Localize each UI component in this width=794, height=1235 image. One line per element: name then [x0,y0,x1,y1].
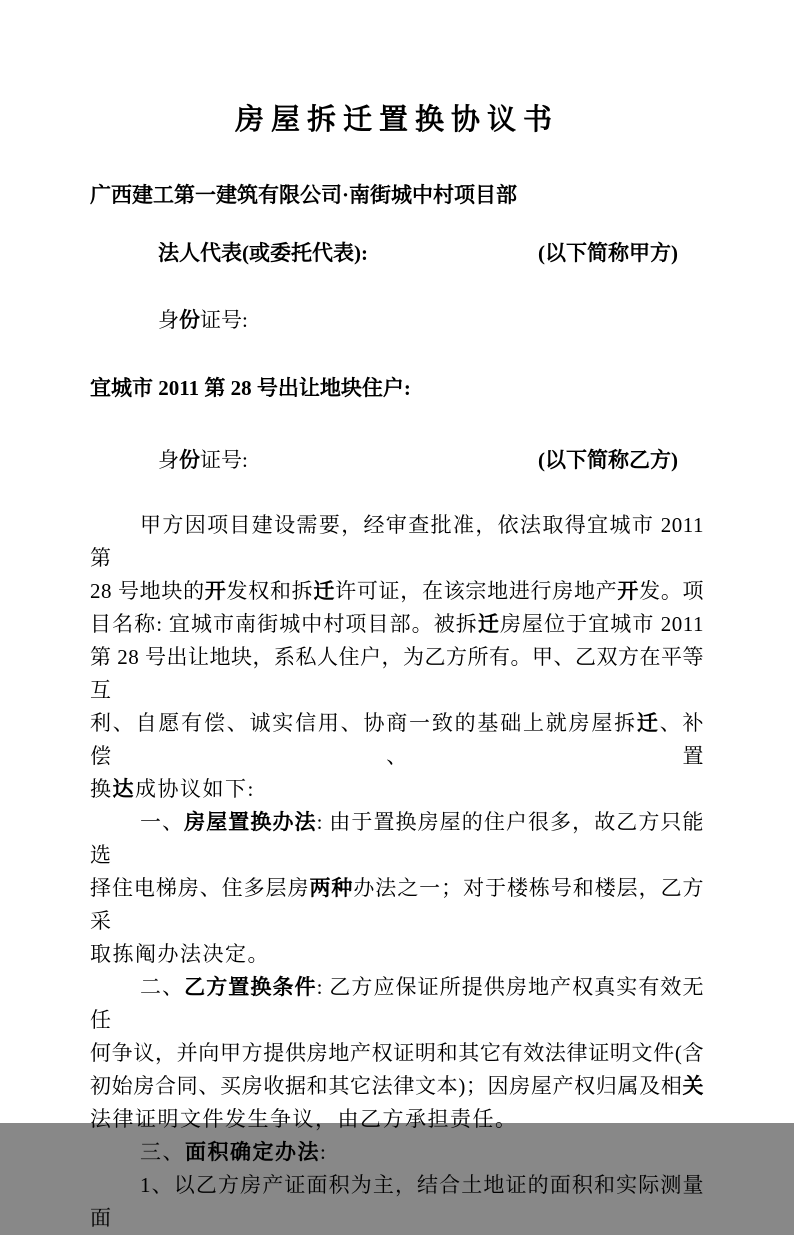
text-run: 、补偿、置 [90,711,705,768]
body-line [90,1169,704,1235]
text-run: 目名称: 宜城市南街城中村项目部。被拆 [90,612,478,636]
text-run: 办法之一；对于楼栋号和楼层，乙方采 [90,876,705,933]
representative-label: 法人代表(或委托代表): [158,241,368,265]
bold-text-run: 开 [204,579,227,603]
body-line [90,608,704,641]
body-line [90,641,704,707]
party-a-id-line [90,304,704,337]
party-a-company-line: 广西建工第一建筑有限公司·南街城中村项目部 [90,183,518,207]
body-line [90,971,704,1037]
body-line [90,1136,704,1169]
text-run: 取拣阄办法决定。 [90,942,270,966]
text-run: 发权和拆 [226,579,314,603]
party-b-household-line: 宜城市 2011 第 28 号出让地块住户: [90,376,411,400]
text-run: 初始房合同、买房收据和其它法律文本)；因房屋产权归属及相 [90,1074,683,1098]
body-line [90,872,704,938]
text-run: : 乙方应保证所提供房地产权真实有效无任 [90,975,705,1032]
party-b-id-group [158,444,248,477]
text-run: 1、以乙方房产证面积为主，结合土地证的面积和实际测量面 [90,1173,704,1230]
bold-text-run: 关 [682,1074,704,1098]
body-line [90,509,704,575]
body-line [90,575,704,608]
text-run: 许可证，在该宗地进行房地产 [335,579,618,603]
party-b-alias: (以下简称乙方) [538,448,678,472]
id-label-bold: 份 [179,448,200,472]
bold-text-run: 乙方置换条件 [184,975,317,999]
id-label-pre: 身 [158,448,179,472]
text-run: 一、 [140,810,185,834]
party-a-representative-line [90,237,704,270]
id-label-post: 证号: [200,308,248,332]
body-line [90,1070,704,1103]
text-run: 换 [90,777,113,801]
text-run: 房屋位于宜城市 2011 [499,612,704,636]
bold-text-run: 面积确定办法 [185,1140,320,1164]
text-run: : [320,1140,328,1164]
body-line [90,1103,704,1136]
text-run: 何争议，并向甲方提供房地产权证明和其它有效法律证明文件(含 [90,1041,704,1065]
text-run: 甲方因项目建设需要，经审查批准，依法取得宜城市 2011 第 [90,513,704,570]
party-b-id-line [90,444,704,477]
bold-text-run: 迁 [313,579,336,603]
bold-text-run: 房屋置换办法 [184,810,317,834]
text-run: 成协议如下: [135,777,255,801]
text-run: 利、自愿有偿、诚实信用、协商一致的基础上就房屋拆 [90,711,637,735]
bold-text-run: 迁 [477,612,500,636]
party-a-alias: (以下简称甲方) [538,241,678,265]
document-body [90,509,704,1235]
text-run: 法律证明文件发生争议，由乙方承担责任。 [90,1107,518,1131]
body-line [90,806,704,872]
body-line [90,938,704,971]
text-run: 择住电梯房、住多层房 [90,876,310,900]
text-run: 二、 [140,975,185,999]
id-label-bold: 份 [179,308,200,332]
id-label-post: 证号: [200,448,248,472]
bold-text-run: 开 [617,579,640,603]
id-label-pre: 身 [158,308,179,332]
bold-text-run: 两种 [309,876,354,900]
bold-text-run: 达 [112,777,135,801]
text-run: : 由于置换房屋的住户很多，故乙方只能选 [90,810,705,867]
bold-text-run: 迁 [636,711,660,735]
text-run: 第 28 号出让地块，系私人住户，为乙方所有。甲、乙双方在平等互 [90,645,704,702]
text-run: 三、 [140,1140,185,1164]
text-run: 发。项 [639,579,705,603]
body-line [90,707,704,773]
text-run: 28 号地块的 [90,579,205,603]
document-title: 房屋拆迁置换协议书 [234,104,559,136]
body-line [90,1037,704,1070]
body-line [90,773,704,806]
